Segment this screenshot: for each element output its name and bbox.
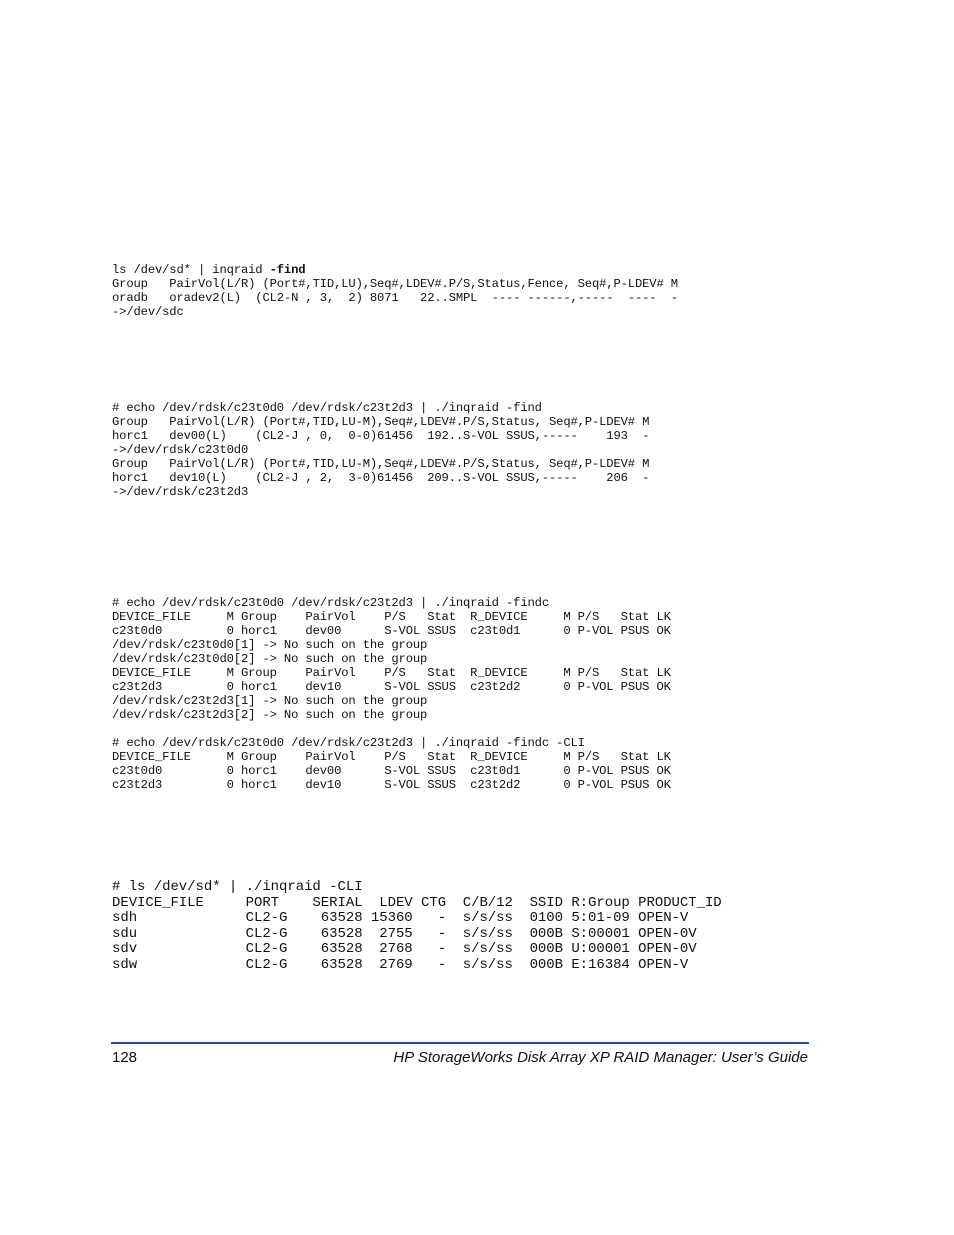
- code-line: DEVICE_FILE M Group PairVol P/S Stat R_DEVICE M P/S Stat LK: [112, 666, 671, 680]
- code-line: ->/dev/rdsk/c23t0d0: [112, 443, 249, 457]
- page-number: 128: [112, 1049, 138, 1066]
- code-line: DEVICE_FILE PORT SERIAL LDEV CTG C/B/12 SSID R:Group PRODUCT_ID: [112, 894, 722, 911]
- code-line: c23t2d3 0 horc1 dev10 S-VOL SSUS c23t2d2 0 P-VOL PSUS OK: [112, 778, 671, 792]
- code-line: # ls /dev/sd* | ./inqraid -CLI: [112, 879, 363, 895]
- code-line: /dev/rdsk/c23t0d0[1] -> No such on the group: [112, 638, 428, 652]
- code-block-findc: [112, 596, 671, 792]
- code-line: DEVICE_FILE M Group PairVol P/S Stat R_DEVICE M P/S Stat LK: [112, 750, 671, 764]
- code-line: Group PairVol(L/R) (Port#,TID,LU-M),Seq#,LDEV#.P/S,Status, Seq#,P-LDEV# M: [112, 415, 650, 429]
- code-line: /dev/rdsk/c23t2d3[1] -> No such on the group: [112, 694, 428, 708]
- code-block-cli: [112, 880, 722, 974]
- code-line: /dev/rdsk/c23t2d3[2] -> No such on the group: [112, 708, 428, 722]
- code-line: ->/dev/sdc: [112, 305, 184, 319]
- command-text: ls /dev/sd* | inqraid: [112, 263, 270, 277]
- code-block-echo-find: [112, 401, 649, 499]
- code-line: sdh CL2-G 63528 15360 - s/s/ss 0100 5:01-09 OPEN-V: [112, 910, 689, 927]
- code-line: c23t2d3 0 horc1 dev10 S-VOL SSUS c23t2d2 0 P-VOL PSUS OK: [112, 680, 671, 694]
- code-line: # echo /dev/rdsk/c23t0d0 /dev/rdsk/c23t2d3 | ./inqraid -findc: [112, 596, 549, 610]
- code-line: [112, 722, 671, 736]
- code-block-find: [112, 263, 678, 319]
- code-line: c23t0d0 0 horc1 dev00 S-VOL SSUS c23t0d1 0 P-VOL PSUS OK: [112, 764, 671, 778]
- code-line: oradb oradev2(L) (CL2-N , 3, 2) 8071 22..SMPL ---- ------,----- ---- -: [112, 291, 678, 305]
- code-line: /dev/rdsk/c23t0d0[2] -> No such on the group: [112, 652, 428, 666]
- code-line: # echo /dev/rdsk/c23t0d0 /dev/rdsk/c23t2d3 | ./inqraid -find: [112, 401, 542, 415]
- code-line: c23t0d0 0 horc1 dev00 S-VOL SSUS c23t0d1 0 P-VOL PSUS OK: [112, 624, 671, 638]
- code-line: sdu CL2-G 63528 2755 - s/s/ss 000B S:00001 OPEN-0V: [112, 925, 697, 942]
- code-line: horc1 dev00(L) (CL2-J , 0, 0-0)61456 192..S-VOL SSUS,----- 193 -: [112, 429, 650, 443]
- command-line: [112, 263, 678, 277]
- code-line: Group PairVol(L/R) (Port#,TID,LU-M),Seq#,LDEV#.P/S,Status, Seq#,P-LDEV# M: [112, 457, 650, 471]
- running-footer-title: HP StorageWorks Disk Array XP RAID Manager: User’s Guide: [393, 1049, 808, 1066]
- code-line: DEVICE_FILE M Group PairVol P/S Stat R_DEVICE M P/S Stat LK: [112, 610, 671, 624]
- code-line: horc1 dev10(L) (CL2-J , 2, 3-0)61456 209..S-VOL SSUS,----- 206 -: [112, 471, 650, 485]
- code-line: ->/dev/rdsk/c23t2d3: [112, 485, 249, 499]
- code-line: sdw CL2-G 63528 2769 - s/s/ss 000B E:16384 OPEN-V: [112, 956, 689, 973]
- code-line: sdv CL2-G 63528 2768 - s/s/ss 000B U:00001 OPEN-0V: [112, 941, 697, 958]
- footer-divider: [111, 1042, 809, 1044]
- code-line: # echo /dev/rdsk/c23t0d0 /dev/rdsk/c23t2d3 | ./inqraid -findc -CLI: [112, 736, 585, 750]
- command-option-bold: -find: [269, 263, 306, 277]
- code-line: Group PairVol(L/R) (Port#,TID,LU),Seq#,LDEV#.P/S,Status,Fence, Seq#,P-LDEV# M: [112, 277, 678, 291]
